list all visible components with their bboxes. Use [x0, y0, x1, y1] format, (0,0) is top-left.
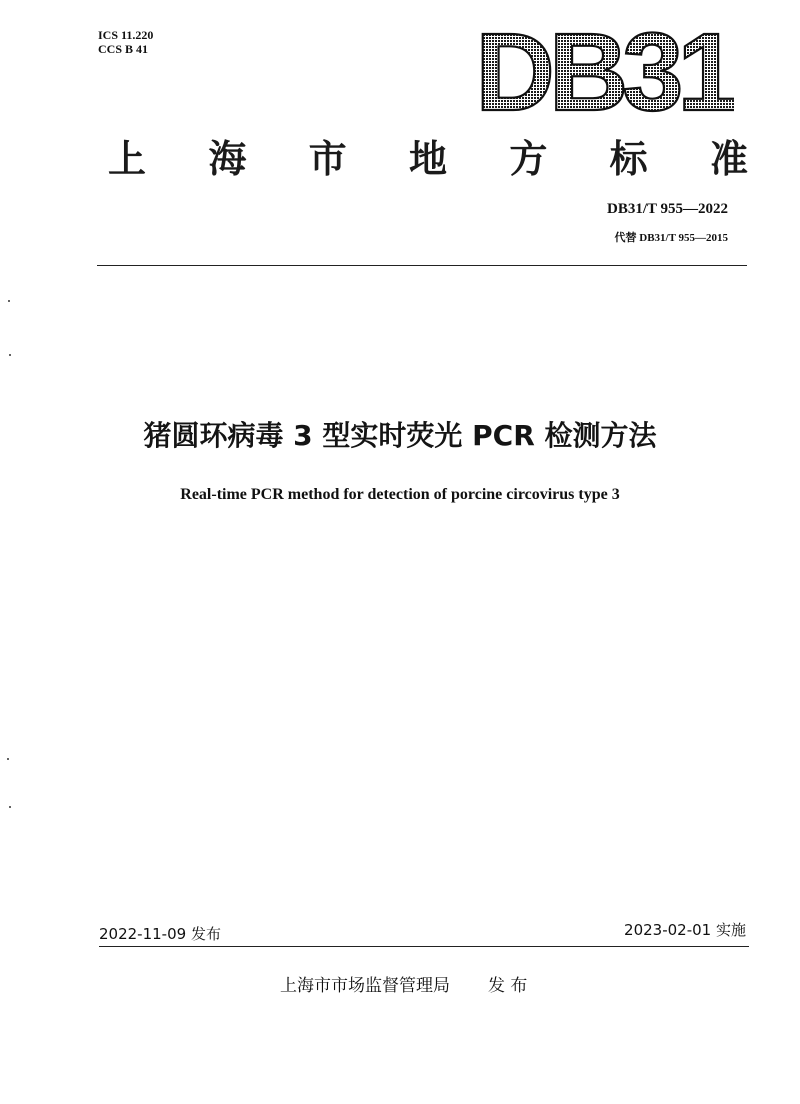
heading-char: 方: [509, 137, 548, 181]
standard-type-heading: [108, 134, 748, 184]
issue-action: 发 布: [488, 976, 528, 996]
heading-char: 地: [408, 137, 447, 181]
header-divider: [97, 265, 747, 266]
ics-code: ICS 11.220: [98, 28, 154, 42]
heading-char: 市: [308, 137, 347, 181]
standard-number: DB31/T 955—2022: [607, 201, 728, 217]
classification-codes: [98, 28, 153, 56]
heading-char: 海: [208, 137, 247, 181]
scan-speck: [9, 806, 11, 808]
scan-speck: [8, 300, 10, 302]
issuer-name: 上海市市场监督管理局: [280, 976, 450, 996]
effective-date: 2023-02-01 实施: [624, 921, 746, 939]
footer-divider: [99, 946, 749, 947]
document-title-english: Real-time PCR method for detection of porcine circovirus type 3: [180, 486, 620, 503]
scan-speck: [9, 354, 11, 356]
db31-logo: [474, 22, 734, 118]
document-title-chinese: 猪圆环病毒 3 型实时荧光 PCR 检测方法: [143, 419, 657, 452]
issue-date: 2022-11-09 发布: [99, 925, 221, 943]
scan-speck: [7, 758, 9, 760]
logo-text: DB31: [475, 22, 733, 118]
ccs-code: CCS B 41: [98, 42, 149, 56]
issuing-authority: [280, 971, 527, 996]
heading-char: 上: [108, 137, 147, 181]
heading-char: 准: [709, 137, 748, 181]
replaced-standard: 代替 DB31/T 955—2015: [614, 232, 728, 244]
heading-char: 标: [609, 137, 648, 181]
